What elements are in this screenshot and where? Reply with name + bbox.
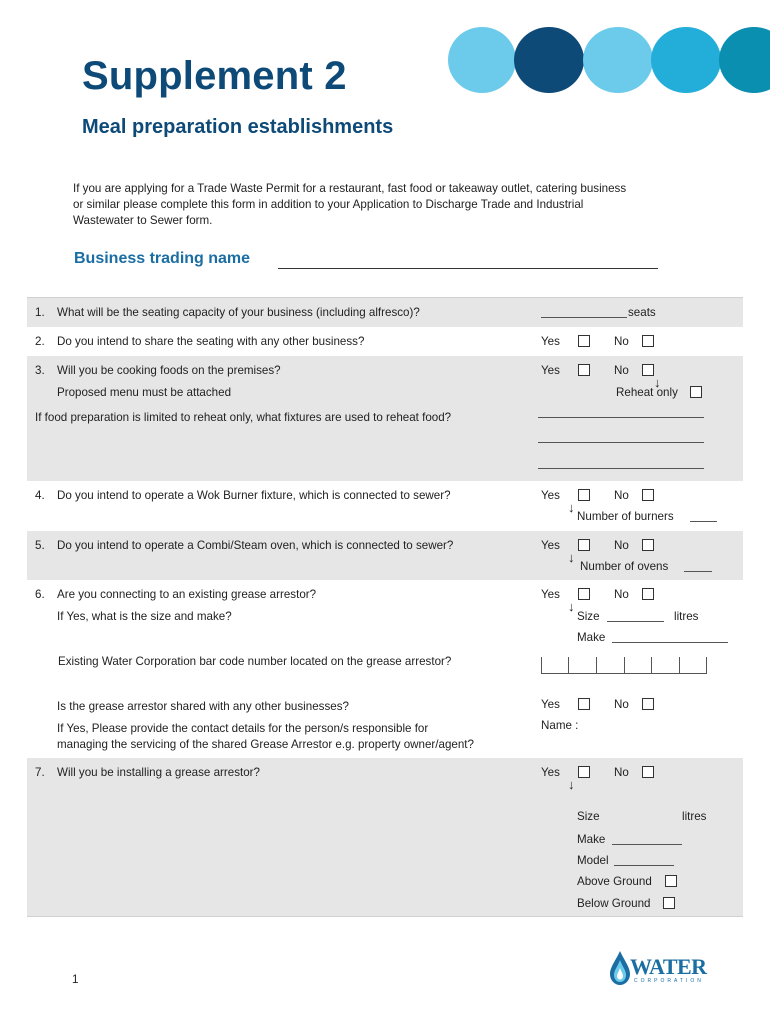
q3-no-checkbox[interactable] bbox=[642, 364, 654, 376]
q4-burners-label: Number of burners bbox=[577, 510, 674, 523]
q7-below-ground-checkbox[interactable] bbox=[663, 897, 675, 909]
divider bbox=[27, 916, 743, 917]
decor-circle-3 bbox=[583, 27, 653, 93]
q3-yes-label: Yes bbox=[541, 364, 560, 377]
q4-yes-label: Yes bbox=[541, 489, 560, 502]
q1-text: What will be the seating capacity of your business (including alfresco)? bbox=[57, 306, 420, 319]
q6-make-label: Make bbox=[577, 631, 606, 644]
q6-litres-label: litres bbox=[674, 610, 699, 623]
q4-no-label: No bbox=[614, 489, 629, 502]
q6-shared-yes-label: Yes bbox=[541, 698, 560, 711]
q6-size-field[interactable] bbox=[607, 609, 664, 622]
q6-yes-label: Yes bbox=[541, 588, 560, 601]
page-title: Supplement 2 bbox=[82, 54, 347, 98]
q6-no-label: No bbox=[614, 588, 629, 601]
q3-reheat-label: Reheat only bbox=[616, 386, 678, 399]
q6-contact-line-1: If Yes, Please provide the contact details for the person/s responsible for bbox=[57, 722, 429, 735]
q7-no-label: No bbox=[614, 766, 629, 779]
burners-count-field[interactable] bbox=[690, 509, 717, 522]
decor-circle-2 bbox=[514, 27, 584, 93]
q2-text: Do you intend to share the seating with any other business? bbox=[57, 335, 365, 348]
q6-contact-line-2: managing the servicing of the shared Grease Arrestor e.g. property owner/agent? bbox=[57, 738, 474, 751]
q7-yes-checkbox[interactable] bbox=[578, 766, 590, 778]
q2-no-label: No bbox=[614, 335, 629, 348]
q1-seats-label: seats bbox=[628, 306, 656, 319]
q7-model-label: Model bbox=[577, 854, 609, 867]
decor-circle-4 bbox=[651, 27, 721, 93]
arrow-down-icon: ↓ bbox=[568, 500, 575, 515]
q5-number: 5. bbox=[35, 539, 45, 552]
q5-text: Do you intend to operate a Combi/Steam oven, which is connected to sewer? bbox=[57, 539, 454, 552]
q7-make-field[interactable] bbox=[612, 832, 682, 845]
q2-number: 2. bbox=[35, 335, 45, 348]
page-subtitle: Meal preparation establishments bbox=[82, 116, 394, 138]
q3-no-label: No bbox=[614, 364, 629, 377]
arrow-down-icon: ↓ bbox=[568, 599, 575, 614]
q6-shared-no-checkbox[interactable] bbox=[642, 698, 654, 710]
water-corporation-logo: WATER CORPORATION bbox=[608, 950, 718, 988]
q6-name-label: Name : bbox=[541, 719, 579, 732]
q4-no-checkbox[interactable] bbox=[642, 489, 654, 501]
barcode-number-field[interactable] bbox=[541, 657, 707, 674]
intro-line-2: or similar please complete this form in addition to your Application to Discharge Trade and Industrial bbox=[73, 198, 584, 211]
q3-note: Proposed menu must be attached bbox=[57, 386, 232, 399]
q7-text: Will you be installing a grease arrestor? bbox=[57, 766, 260, 779]
q6-barcode-question: Existing Water Corporation bar code number located on the grease arrestor? bbox=[58, 655, 452, 668]
q3-number: 3. bbox=[35, 364, 45, 377]
q7-below-ground-label: Below Ground bbox=[577, 897, 651, 910]
q7-litres-label: litres bbox=[682, 810, 707, 823]
q3-text: Will you be cooking foods on the premises? bbox=[57, 364, 281, 377]
divider bbox=[27, 297, 743, 298]
q2-yes-checkbox[interactable] bbox=[578, 335, 590, 347]
arrow-down-icon: ↓ bbox=[654, 375, 661, 390]
q6-shared-no-label: No bbox=[614, 698, 629, 711]
q3-yes-checkbox[interactable] bbox=[578, 364, 590, 376]
business-name-field[interactable] bbox=[278, 268, 658, 269]
q7-number: 7. bbox=[35, 766, 45, 779]
q6-shared-question: Is the grease arrestor shared with any other businesses? bbox=[57, 700, 349, 713]
reheat-fixtures-field-3[interactable] bbox=[538, 456, 704, 469]
page-number: 1 bbox=[72, 973, 79, 986]
intro-line-1: If you are applying for a Trade Waste Permit for a restaurant, fast food or takeaway outlet, catering business bbox=[73, 182, 627, 195]
q4-text: Do you intend to operate a Wok Burner fixture, which is connected to sewer? bbox=[57, 489, 451, 502]
q2-no-checkbox[interactable] bbox=[642, 335, 654, 347]
q7-no-checkbox[interactable] bbox=[642, 766, 654, 778]
q6-shared-yes-checkbox[interactable] bbox=[578, 698, 590, 710]
reheat-fixtures-field-2[interactable] bbox=[538, 430, 704, 443]
decor-circle-1 bbox=[448, 27, 516, 93]
q5-no-label: No bbox=[614, 539, 629, 552]
q7-yes-label: Yes bbox=[541, 766, 560, 779]
q5-no-checkbox[interactable] bbox=[642, 539, 654, 551]
q6-sub: If Yes, what is the size and make? bbox=[57, 610, 232, 623]
business-name-label: Business trading name bbox=[74, 250, 251, 267]
q7-size-label: Size bbox=[577, 810, 600, 823]
arrow-down-icon: ↓ bbox=[568, 777, 575, 792]
q6-text: Are you connecting to an existing grease arrestor? bbox=[57, 588, 317, 601]
reheat-fixtures-field-1[interactable] bbox=[538, 405, 704, 418]
seating-capacity-field[interactable] bbox=[541, 305, 627, 318]
intro-line-3: Wastewater to Sewer form. bbox=[73, 214, 213, 227]
q6-no-checkbox[interactable] bbox=[642, 588, 654, 600]
intro-paragraph bbox=[73, 181, 713, 229]
q5-ovens-label: Number of ovens bbox=[580, 560, 669, 573]
q7-above-ground-label: Above Ground bbox=[577, 875, 652, 888]
arrow-down-icon: ↓ bbox=[568, 550, 575, 565]
q5-yes-checkbox[interactable] bbox=[578, 539, 590, 551]
q7-model-field[interactable] bbox=[614, 853, 674, 866]
q5-yes-label: Yes bbox=[541, 539, 560, 552]
decor-circle-5 bbox=[719, 27, 770, 93]
q6-yes-checkbox[interactable] bbox=[578, 588, 590, 600]
q6-number: 6. bbox=[35, 588, 45, 601]
q3-reheat-checkbox[interactable] bbox=[690, 386, 702, 398]
q7-make-label: Make bbox=[577, 833, 606, 846]
q2-yes-label: Yes bbox=[541, 335, 560, 348]
water-drop-icon bbox=[608, 950, 632, 986]
q4-number: 4. bbox=[35, 489, 45, 502]
q7-above-ground-checkbox[interactable] bbox=[665, 875, 677, 887]
q3-reheat-question: If food preparation is limited to reheat only, what fixtures are used to reheat food? bbox=[35, 411, 452, 424]
q6-size-label: Size bbox=[577, 610, 600, 623]
q1-number: 1. bbox=[35, 306, 45, 319]
q6-make-field[interactable] bbox=[612, 630, 728, 643]
q4-yes-checkbox[interactable] bbox=[578, 489, 590, 501]
ovens-count-field[interactable] bbox=[684, 559, 712, 572]
